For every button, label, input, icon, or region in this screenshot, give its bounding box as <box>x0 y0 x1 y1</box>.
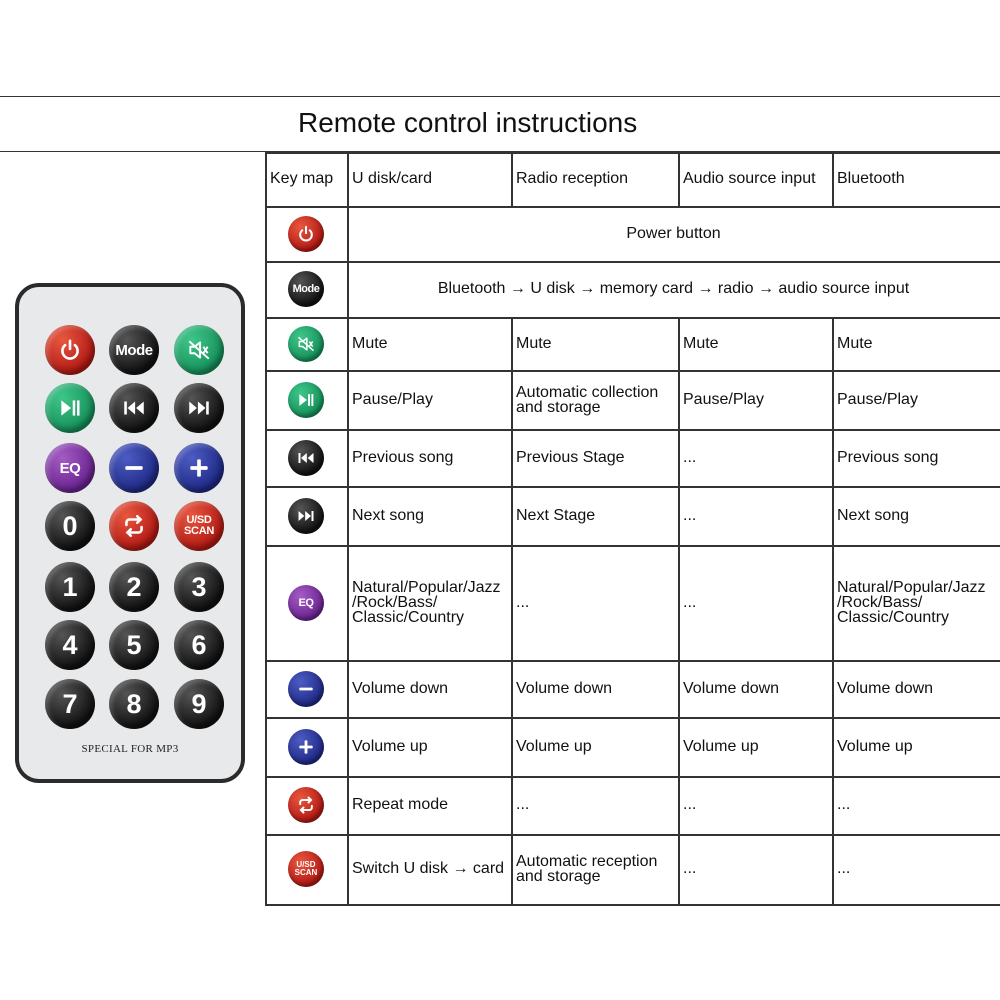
previous-icon <box>288 440 324 476</box>
key-u-sd-scan-badge <box>288 851 324 887</box>
remote-control <box>15 283 245 783</box>
table-cell: Mute <box>837 334 873 352</box>
power-icon <box>288 216 324 252</box>
remote-mute-button[interactable] <box>174 325 224 375</box>
mute-icon <box>186 337 212 363</box>
table-cell: Next song <box>837 506 910 524</box>
remote-9-button[interactable] <box>174 679 224 729</box>
column-header-key-map: Key map <box>270 170 334 187</box>
table-cell: ... <box>837 796 851 813</box>
table-cell: Mute <box>352 334 388 352</box>
remote-key-label: 9 <box>191 688 207 719</box>
table-grid-line <box>265 904 1000 906</box>
table-cell: Pause/Play <box>837 390 918 408</box>
spanning-description: Bluetooth → U disk → memory card → radio → audio source input <box>437 280 910 297</box>
key-label: EQ <box>298 596 314 609</box>
table-cell: Mute <box>516 334 552 352</box>
key-eq-badge <box>288 585 324 621</box>
remote-key-label: 7 <box>62 688 78 719</box>
remote-plus-button[interactable] <box>174 443 224 493</box>
table-cell: Previous song <box>352 448 454 466</box>
table-cell: ... <box>516 796 530 813</box>
remote-key-label: U/SD SCAN <box>184 514 214 537</box>
table-cell: Volume down <box>837 679 934 697</box>
plus-icon <box>186 455 212 481</box>
table-grid-line <box>678 152 680 206</box>
table-cell: Volume down <box>683 679 780 697</box>
remote-key-label: 4 <box>62 629 78 660</box>
remote-7-button[interactable] <box>45 679 95 729</box>
table-cell: Next song <box>352 506 425 524</box>
remote-4-button[interactable] <box>45 620 95 670</box>
table-grid-line <box>265 834 1000 836</box>
table-cell: Natural/Popular/Jazz /Rock/Bass/ Classic/Country <box>352 579 501 626</box>
remote-key-label: 2 <box>126 571 142 602</box>
table-grid-line <box>511 152 513 206</box>
table-cell: Previous Stage <box>516 448 625 466</box>
power-icon <box>57 337 83 363</box>
table-grid-line <box>265 486 1000 488</box>
remote-key-label: 5 <box>126 629 142 660</box>
table-cell: ... <box>683 860 697 877</box>
table-grid-line <box>265 776 1000 778</box>
table-cell: ... <box>683 796 697 813</box>
table-grid-line <box>511 317 513 904</box>
table-cell: Repeat mode <box>352 796 449 813</box>
remote-key-label: 8 <box>126 688 142 719</box>
table-cell: ... <box>683 506 697 524</box>
table-cell: Automatic reception and storage <box>516 853 658 885</box>
table-cell: Natural/Popular/Jazz /Rock/Bass/ Classic/Country <box>837 579 986 626</box>
remote-repeat-button[interactable] <box>109 501 159 551</box>
table-grid-line <box>265 545 1000 547</box>
remote-caption: SPECIAL FOR MP3 <box>81 743 179 755</box>
table-grid-line <box>265 429 1000 431</box>
table-grid-line <box>832 152 834 206</box>
column-header-bluetooth: Bluetooth <box>837 170 905 187</box>
repeat-icon <box>121 513 147 539</box>
remote-key-label: EQ <box>59 459 81 477</box>
table-cell: Volume up <box>683 737 759 755</box>
table-cell: Mute <box>683 334 719 352</box>
spanning-description: Power button <box>626 224 721 242</box>
remote-power-button[interactable] <box>45 325 95 375</box>
table-cell: Pause/Play <box>683 390 764 408</box>
table-grid-line <box>678 317 680 904</box>
remote-2-button[interactable] <box>109 562 159 612</box>
minus-icon <box>121 455 147 481</box>
column-header-audio-source-input: Audio source input <box>683 170 816 187</box>
table-grid-line <box>347 152 349 904</box>
table-cell: ... <box>837 860 851 877</box>
table-cell: Volume up <box>516 737 592 755</box>
table-grid-line <box>265 152 1000 154</box>
remote-0-button[interactable] <box>45 501 95 551</box>
table-cell: Volume up <box>837 737 913 755</box>
table-grid-line <box>265 717 1000 719</box>
remote-key-label: Mode <box>115 341 153 359</box>
table-cell: Previous song <box>837 448 939 466</box>
table-cell: Next Stage <box>516 506 596 524</box>
remote-5-button[interactable] <box>109 620 159 670</box>
table-grid-line <box>265 261 1000 263</box>
remote-1-button[interactable] <box>45 562 95 612</box>
table-cell: ... <box>516 593 530 611</box>
table-cell: ... <box>683 448 697 466</box>
table-cell: ... <box>683 593 697 611</box>
table-grid-line <box>265 660 1000 662</box>
column-header-radio-reception: Radio reception <box>516 170 629 187</box>
table-grid-line <box>265 152 267 904</box>
remote-minus-button[interactable] <box>109 443 159 493</box>
remote-mode-button[interactable] <box>109 325 159 375</box>
table-cell: Volume down <box>352 679 449 697</box>
table-grid-line <box>832 317 834 904</box>
page-title: Remote control instructions <box>298 107 638 138</box>
next-icon <box>186 395 212 421</box>
play-pause-icon <box>57 395 83 421</box>
table-cell: Switch U disk → card <box>352 860 505 877</box>
table-grid-line <box>265 206 1000 208</box>
remote-key-label: 6 <box>191 629 207 660</box>
table-cell: Pause/Play <box>352 390 433 408</box>
remote-3-button[interactable] <box>174 562 224 612</box>
remote-u-sd-scan-button[interactable] <box>174 501 224 551</box>
table-cell: Volume up <box>352 737 428 755</box>
remote-key-label: 1 <box>62 571 78 602</box>
plus-icon <box>288 729 324 765</box>
remote-8-button[interactable] <box>109 679 159 729</box>
key-mode-badge <box>288 271 324 307</box>
table-grid-line <box>265 370 1000 372</box>
title-band <box>0 96 1000 152</box>
key-label: Mode <box>292 283 320 295</box>
remote-key-label: 3 <box>191 571 207 602</box>
remote-6-button[interactable] <box>174 620 224 670</box>
remote-eq-button[interactable] <box>45 443 95 493</box>
next-icon <box>288 498 324 534</box>
table-cell: Volume down <box>516 679 613 697</box>
minus-icon <box>288 671 324 707</box>
remote-play-pause-button[interactable] <box>45 383 95 433</box>
remote-next-button[interactable] <box>174 383 224 433</box>
table-grid-line <box>265 317 1000 319</box>
repeat-icon <box>288 787 324 823</box>
play-pause-icon <box>288 382 324 418</box>
remote-previous-button[interactable] <box>109 383 159 433</box>
previous-icon <box>121 395 147 421</box>
mute-icon <box>288 326 324 362</box>
key-label: U/SD SCAN <box>294 860 318 877</box>
table-cell: Automatic collection and storage <box>516 383 659 416</box>
remote-key-label: 0 <box>62 510 78 541</box>
column-header-u-disk-card: U disk/card <box>352 170 433 187</box>
